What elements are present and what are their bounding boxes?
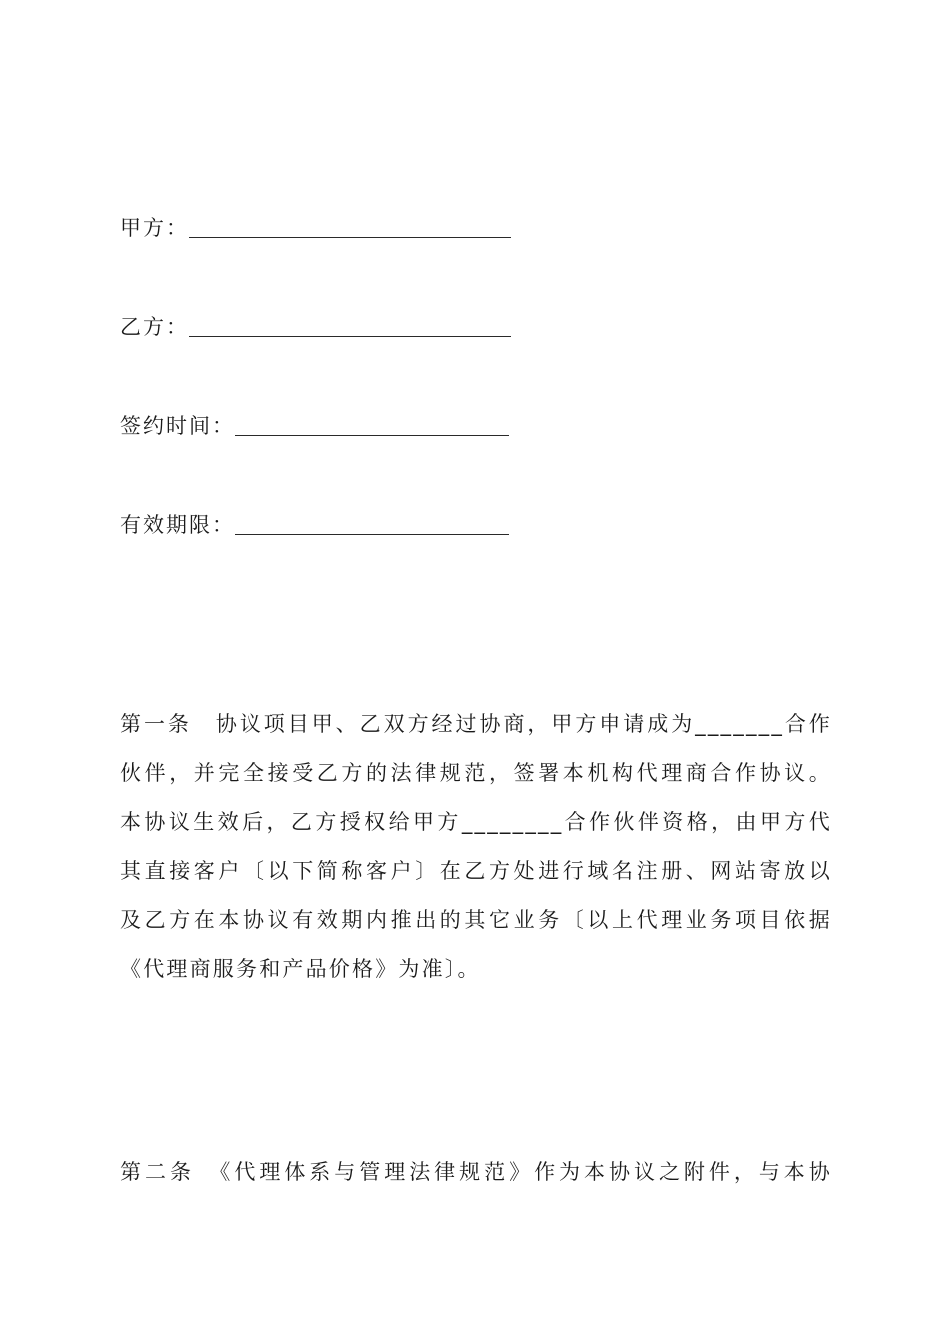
valid-period-label: 有效期限： bbox=[120, 513, 235, 537]
valid-period-field bbox=[120, 510, 509, 540]
party-a-blank-line bbox=[189, 215, 511, 238]
party-b-field bbox=[120, 312, 511, 342]
sign-time-field bbox=[120, 411, 509, 441]
article-one-line: 本协议生效后，乙方授权给甲方________合作伙伴资格，由甲方代 bbox=[120, 810, 832, 834]
article-two-line: 第二条 《代理体系与管理法律规范》作为本协议之附件，与本协 bbox=[120, 1160, 832, 1184]
article-one-line: 其直接客户〔以下简称客户〕在乙方处进行域名注册、网站寄放以 bbox=[120, 859, 832, 883]
sign-time-blank-line bbox=[235, 413, 509, 436]
article-one bbox=[120, 700, 832, 994]
sign-time-label: 签约时间： bbox=[120, 414, 235, 438]
valid-period-blank-line bbox=[235, 512, 509, 535]
article-one-line: 伙伴，并完全接受乙方的法律规范，签署本机构代理商合作协议。 bbox=[120, 761, 832, 785]
party-a-label: 甲方： bbox=[120, 216, 189, 240]
article-one-line: 第一条 协议项目甲、乙双方经过协商，甲方申请成为_______合作 bbox=[120, 712, 832, 736]
party-a-field bbox=[120, 213, 511, 243]
article-two bbox=[120, 1148, 832, 1197]
article-one-line: 《代理商服务和产品价格》为准〕。 bbox=[120, 957, 481, 981]
party-b-label: 乙方： bbox=[120, 315, 189, 339]
article-one-line: 及乙方在本协议有效期内推出的其它业务〔以上代理业务项目依据 bbox=[120, 908, 832, 932]
party-b-blank-line bbox=[189, 314, 511, 337]
